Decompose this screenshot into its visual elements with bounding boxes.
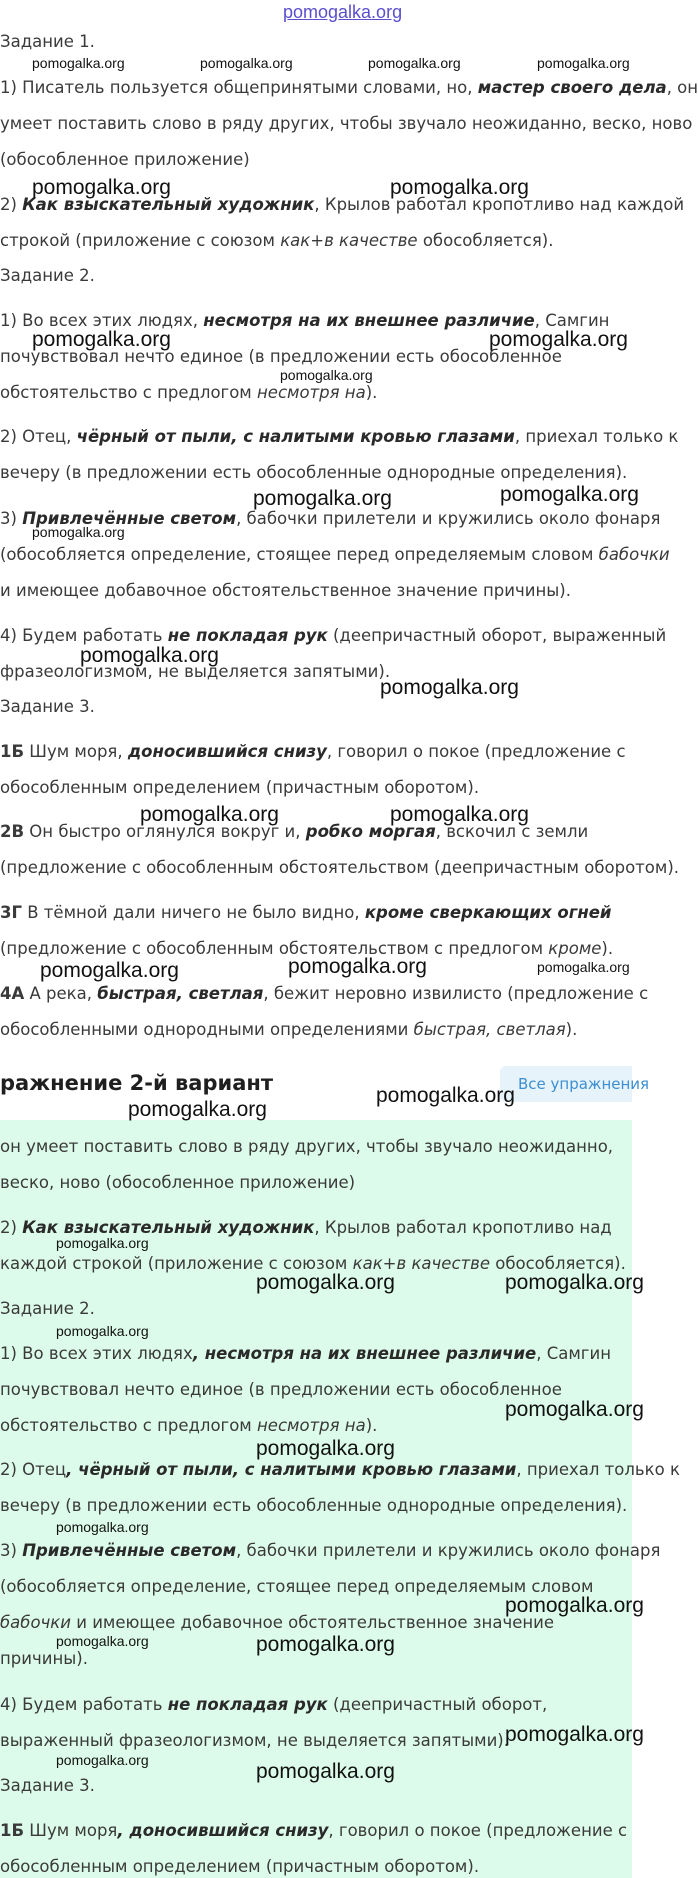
text: , говорил о покое (предложение с: [328, 1821, 628, 1840]
emphasis: Как взыскательный художник: [22, 195, 315, 214]
watermark: pomogalka.org: [505, 1594, 644, 1617]
panel-task2-item-4: выраженный фразеологизмом, не выделяется запятыми).: [0, 1731, 509, 1750]
watermark: pomogalka.org: [80, 644, 219, 667]
answer-key: 4А: [0, 984, 25, 1003]
watermark: pomogalka.org: [56, 1235, 149, 1251]
task2-item-3: [0, 545, 670, 565]
panel-answer-1-line: веско, ново (обособленное приложение): [0, 1173, 356, 1192]
text: , Самгин: [536, 1344, 611, 1363]
watermark: pomogalka.org: [253, 487, 392, 510]
watermark: pomogalka.org: [56, 1323, 149, 1339]
text: В тёмной дали ничего не было видно,: [22, 903, 365, 922]
panel-task-2-heading: Задание 2.: [0, 1299, 95, 1318]
text: 2): [0, 195, 23, 214]
text: , говорил о покое (предложение с: [326, 742, 626, 761]
watermark: pomogalka.org: [505, 1398, 644, 1421]
watermark: pomogalka.org: [56, 1519, 149, 1535]
watermark: pomogalka.org: [380, 676, 519, 699]
answer-key: 1Б: [0, 742, 25, 761]
answer-1-line: (обособленное приложение): [0, 150, 250, 169]
watermark: pomogalka.org: [288, 955, 427, 978]
text: , Самгин: [534, 311, 610, 330]
text: (деепричастный оборот, выраженный: [327, 626, 667, 645]
watermark: pomogalka.org: [489, 328, 628, 351]
emphasis: не покладая рук: [167, 626, 328, 645]
panel-task-3-heading: Задание 3.: [0, 1776, 95, 1795]
watermark: pomogalka.org: [128, 1098, 267, 1121]
text: Шум моря,: [24, 742, 128, 761]
text: обособляется).: [417, 231, 554, 250]
watermark: pomogalka.org: [256, 1437, 395, 1460]
task3-item-4: [0, 984, 648, 1004]
text: (обособляется определение, стоящее перед определяемым словом: [0, 545, 599, 564]
watermark: pomogalka.org: [368, 55, 461, 71]
text: , приехал только к: [516, 1460, 680, 1479]
watermark: pomogalka.org: [505, 1723, 644, 1746]
task2-item-1: почувствовал нечто единое (в предложении есть обособленное: [0, 347, 562, 366]
panel-task2-item-1: почувствовал нечто единое (в предложении есть обособленное: [0, 1380, 562, 1399]
italic-term: как+в качестве: [280, 231, 418, 250]
text: (деепричастный оборот,: [327, 1695, 548, 1714]
watermark: pomogalka.org: [280, 367, 373, 383]
text: 1) Во всех этих людях: [0, 1344, 193, 1363]
text: 3): [0, 1541, 23, 1560]
text: 3): [0, 509, 23, 528]
italic-term: бабочки: [598, 545, 670, 564]
panel-task2-item-2: [0, 1460, 680, 1480]
text: 4) Будем работать: [0, 1695, 168, 1714]
panel-task2-item-3: [0, 1613, 554, 1633]
text: обособляется).: [490, 1254, 626, 1273]
watermark: pomogalka.org: [537, 55, 630, 71]
emphasis: кроме сверкающих огней: [364, 903, 612, 922]
watermark: pomogalka.org: [256, 1760, 395, 1783]
watermark: pomogalka.org: [56, 1752, 149, 1768]
watermark: pomogalka.org: [390, 803, 529, 826]
text: ).: [365, 383, 378, 402]
watermark: pomogalka.org: [140, 803, 279, 826]
emphasis: чёрный от пыли, с налитыми кровью глазами: [76, 427, 515, 446]
task2-item-4: фразеологизмом, не выделяется запятыми).: [0, 662, 391, 681]
answer-1-line: умеет поставить слово в ряду других, чтобы звучало неожиданно, веско, ново: [0, 114, 693, 133]
task3-item-4: [0, 1020, 577, 1040]
italic-term: кроме: [548, 939, 602, 958]
task2-item-4: [0, 626, 666, 646]
task-1-heading: Задание 1.: [0, 32, 95, 51]
watermark: pomogalka.org: [505, 1271, 644, 1294]
text: обстоятельство с предлогом: [0, 1416, 257, 1435]
panel-task2-item-1: [0, 1416, 377, 1436]
task3-item-2: (предложение с обособленным обстоятельством (деепричастным оборотом).: [0, 858, 679, 877]
text: каждой строкой (приложение с союзом: [0, 1254, 353, 1273]
text: 2) Отец,: [0, 427, 77, 446]
emphasis: доносившийся снизу: [127, 742, 327, 761]
emphasis: несмотря на их внешнее различие: [203, 311, 535, 330]
panel-task2-item-1: [0, 1344, 611, 1364]
task3-item-3: [0, 903, 612, 923]
text: обособленными однородными определениями: [0, 1020, 414, 1039]
panel-task3-item-1: обособленным определением (причастным оборотом).: [0, 1857, 480, 1876]
emphasis: Привлечённые светом: [22, 1541, 237, 1560]
emphasis: быстрая, светлая: [97, 984, 264, 1003]
watermark: pomogalka.org: [32, 524, 125, 540]
watermark: pomogalka.org: [537, 959, 630, 975]
text: и имеющее добавочное обстоятельственное значение: [71, 1613, 555, 1632]
text: ).: [601, 939, 614, 958]
task-2-heading: Задание 2.: [0, 266, 95, 285]
task2-item-2: [0, 427, 678, 447]
panel-task2-item-3: [0, 1541, 660, 1561]
panel-task2-item-2: вечеру (в предложении есть обособленные однородные определения).: [0, 1496, 628, 1515]
text: , бабочки прилетели и кружились около фонаря: [236, 509, 661, 528]
all-exercises-button[interactable]: Все упражнения: [500, 1066, 632, 1102]
italic-term: бабочки: [0, 1613, 71, 1632]
emphasis: мастер своего дела: [477, 78, 667, 97]
text: 2): [0, 1218, 23, 1237]
text: , бабочки прилетели и кружились около фонаря: [236, 1541, 661, 1560]
italic-term: несмотря на: [257, 1416, 366, 1435]
text: ).: [365, 1416, 378, 1435]
watermark: pomogalka.org: [32, 176, 171, 199]
task3-item-1: [0, 742, 626, 762]
site-logo[interactable]: pomogalka.org: [283, 2, 403, 22]
panel-task2-item-3: (обособляется определение, стоящее перед определяемым словом: [0, 1577, 594, 1596]
watermark: pomogalka.org: [56, 1633, 149, 1649]
text: , он: [666, 78, 698, 97]
panel-task2-item-3: причины).: [0, 1649, 88, 1668]
text: (предложение с обособленным обстоятельством с предлогом: [0, 939, 549, 958]
italic-term: как+в качестве: [352, 1254, 490, 1273]
text: ).: [565, 1020, 578, 1039]
task2-item-3: и имеющее добавочное обстоятельственное значение причины).: [0, 581, 571, 600]
emphasis: , несмотря на их внешнее различие: [192, 1344, 537, 1363]
answer-key: 1Б: [0, 1821, 25, 1840]
emphasis: не покладая рук: [167, 1695, 328, 1714]
watermark: pomogalka.org: [500, 483, 639, 506]
emphasis: робко моргая: [305, 822, 436, 841]
text: Он быстро оглянулся вокруг и,: [24, 822, 306, 841]
emphasis: , чёрный от пыли, с налитыми кровью глазами: [66, 1460, 517, 1479]
text: , Крылов работал кропотливо над: [314, 1218, 612, 1237]
text: А река,: [24, 984, 98, 1003]
text: Шум моря: [24, 1821, 118, 1840]
answer-key: 3Г: [0, 903, 22, 922]
text: обстоятельство с предлогом: [0, 383, 257, 402]
emphasis: Как взыскательный художник: [22, 1218, 315, 1237]
text: , приехал только к: [514, 427, 679, 446]
answer-key: 2В: [0, 822, 25, 841]
text: строкой (приложение с союзом: [0, 231, 281, 250]
panel-task2-item-4: [0, 1695, 547, 1715]
watermark: pomogalka.org: [256, 1271, 395, 1294]
watermark: pomogalka.org: [256, 1633, 395, 1656]
emphasis: Привлечённые светом: [22, 509, 237, 528]
panel-task3-item-1: [0, 1821, 627, 1841]
watermark: pomogalka.org: [200, 55, 293, 71]
watermark: pomogalka.org: [32, 55, 125, 71]
text: 2) Отец: [0, 1460, 67, 1479]
task2-item-1: [0, 383, 377, 403]
emphasis: , доносившийся снизу: [117, 1821, 329, 1840]
task3-item-1: обособленным определением (причастным оборотом).: [0, 778, 480, 797]
section-title: ражнение 2-й вариант: [0, 1071, 274, 1095]
answer-1-line: [0, 78, 698, 98]
text: , вскочил с земли: [435, 822, 589, 841]
italic-term: несмотря на: [257, 383, 366, 402]
text: 1) Писатель пользуется общепринятыми словами, но,: [0, 78, 478, 97]
text: 1) Во всех этих людях,: [0, 311, 204, 330]
italic-term: быстрая, светлая: [413, 1020, 566, 1039]
panel-answer-1-line: он умеет поставить слово в ряду других, чтобы звучало неожиданно,: [0, 1137, 614, 1156]
watermark: pomogalka.org: [390, 176, 529, 199]
watermark: pomogalka.org: [40, 959, 179, 982]
task-3-heading: Задание 3.: [0, 697, 95, 716]
text: , Крылов работал кропотливо над каждой: [314, 195, 685, 214]
watermark: pomogalka.org: [32, 328, 171, 351]
task2-item-2: вечеру (в предложении есть обособленные однородные определения).: [0, 463, 628, 482]
text: , бежит неровно извилисто (предложение с: [263, 984, 649, 1003]
answer-2-line: [0, 231, 553, 251]
text: 4) Будем работать: [0, 626, 168, 645]
watermark: pomogalka.org: [376, 1084, 515, 1107]
